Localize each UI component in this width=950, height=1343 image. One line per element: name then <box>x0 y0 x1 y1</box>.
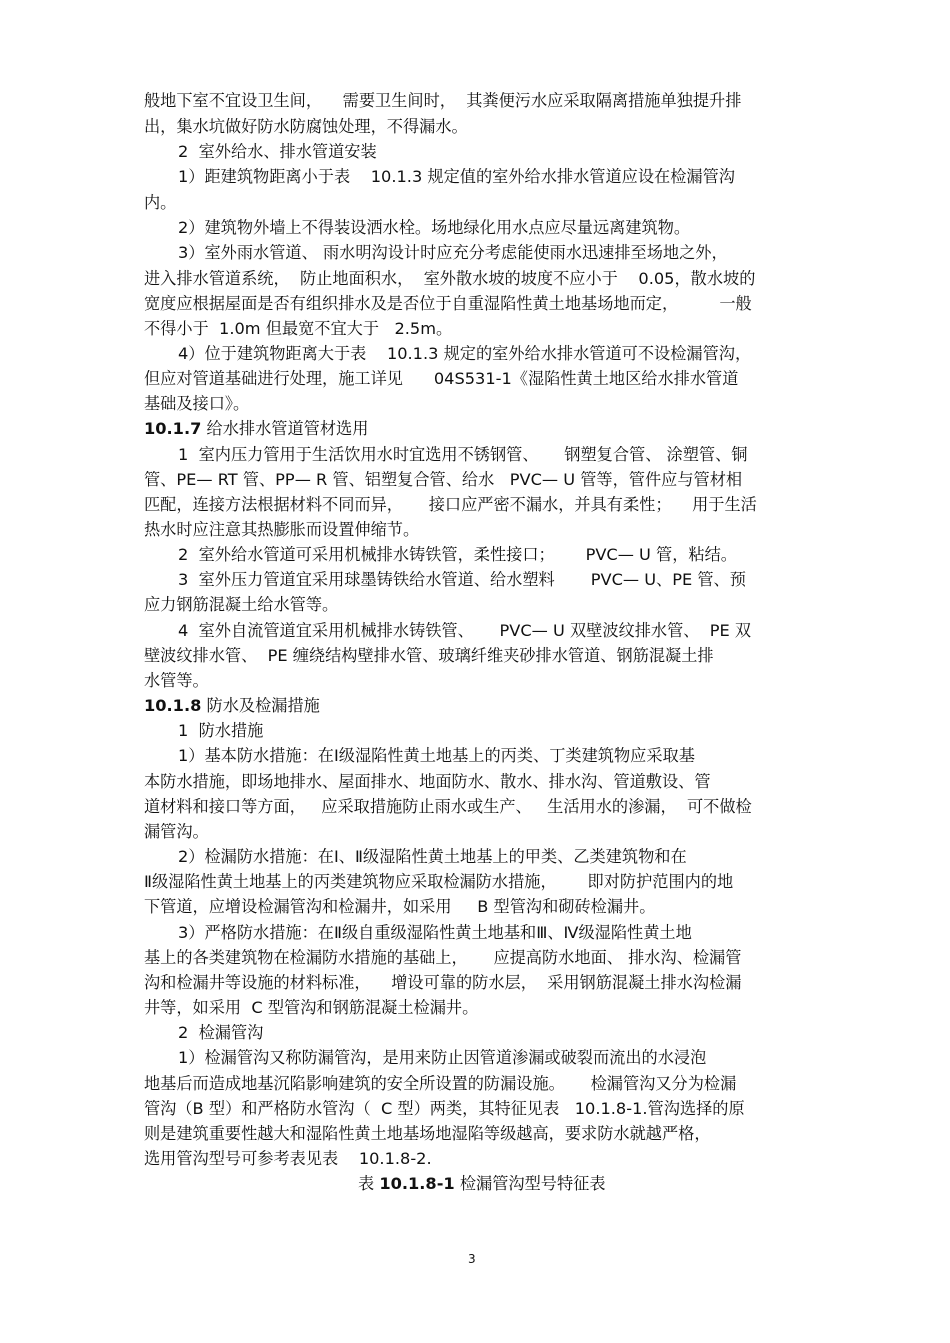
text-line: 沟和检漏井等设施的材料标准， 增设可靠的防水层， 采用钢筋混凝土排水沟检漏 <box>144 973 742 992</box>
text-line: 热水时应注意其热膨胀而设置伸缩节。 <box>144 520 420 539</box>
text-line: Ⅱ级湿陷性黄土地基上的丙类建筑物应采取检漏防水措施， 即对防护范围内的地 <box>144 872 734 891</box>
text-line: 般地下室不宜设卫生间， 需要卫生间时， 其粪便污水应采取隔离措施单独提升排 <box>144 91 742 110</box>
text-line: 4）位于建筑物距离大于表 10.1.3 规定的室外给水排水管道可不设检漏管沟， <box>178 344 752 363</box>
text-line: 基础及接口》。 <box>144 394 250 413</box>
section-title: 给水排水管道管材选用 <box>206 419 369 438</box>
text-line: 基上的各类建筑物在检漏防水措施的基础上， 应提高防水地面、 排水沟、检漏管 <box>144 948 742 967</box>
text-line: 匹配，连接方法根据材料不同而异， 接口应严密不漏水，并具有柔性； 用于生活 <box>144 495 757 514</box>
text-line: 1）检漏管沟又称防漏管沟，是用来防止因管道渗漏或破裂而流出的水浸泡 <box>178 1048 707 1067</box>
text-line: 出，集水坑做好防水防腐蚀处理，不得漏水。 <box>144 117 468 136</box>
table-caption <box>358 1173 606 1195</box>
page-number: 3 <box>468 1252 476 1266</box>
section-number: 10.1.7 <box>144 419 202 438</box>
subsection-heading: 2 室外给水、排水管道安装 <box>178 142 377 161</box>
section-number: 10.1.8 <box>144 696 202 715</box>
text-line: 3）室外雨水管道、 雨水明沟设计时应充分考虑能使雨水迅速排至场地之外， <box>178 243 728 262</box>
text-line: 应力钢筋混凝土给水管等。 <box>144 595 339 614</box>
text-line: 内。 <box>144 193 177 212</box>
text-line: 2 室外给水管道可采用机械排水铸铁管，柔性接口； PVC— U 管，粘结。 <box>178 545 737 564</box>
text-line: 道材料和接口等方面， 应采取措施防止雨水或生产、 生活用水的渗漏， 可不做检 <box>144 797 752 816</box>
text-line: 1 室内压力管用于生活饮用水时宜选用不锈钢管、 钢塑复合管、 涂塑管、铜 <box>178 445 748 464</box>
text-line: 4 室外自流管道宜采用机械排水铸铁管、 PVC— U 双壁波纹排水管、 PE 双 <box>178 621 752 640</box>
text-line: 1）基本防水措施：在Ⅰ级湿陷性黄土地基上的丙类、丁类建筑物应采取基 <box>178 746 695 765</box>
text-line: 选用管沟型号可参考表见表 10.1.8-2. <box>144 1149 432 1168</box>
subsection-heading: 1 防水措施 <box>178 721 264 740</box>
text-line: 壁波纹排水管、 PE 缠绕结构壁排水管、玻璃纤维夹砂排水管道、钢筋混凝土排 <box>144 646 714 665</box>
text-line: 宽度应根据屋面是否有组织排水及是否位于自重湿陷性黄土地基场地而定， 一般 <box>144 294 752 313</box>
text-line: 则是建筑重要性越大和湿陷性黄土地基场地湿陷等级越高，要求防水就越严格， <box>144 1124 711 1143</box>
text-line: 管、PE— RT 管、PP— R 管、铝塑复合管、给水 PVC— U 管等，管件应与管材相 <box>144 470 743 489</box>
text-line: 井等，如采用 C 型管沟和钢筋混凝土检漏井。 <box>144 998 479 1017</box>
text-line: 但应对管道基础进行处理，施工详见 04S531-1《湿陷性黄土地区给水排水管道 <box>144 369 739 388</box>
section-heading-1018 <box>144 695 320 717</box>
text-line: 1）距建筑物距离小于表 10.1.3 规定值的室外给水排水管道应设在检漏管沟 <box>178 167 735 186</box>
subsection-heading: 2 检漏管沟 <box>178 1023 264 1042</box>
caption-number: 10.1.8-1 <box>379 1174 455 1193</box>
text-line: 3 室外压力管道宜采用球墨铸铁给水管道、给水塑料 PVC— U、PE 管、预 <box>178 570 746 589</box>
text-line: 3）严格防水措施：在Ⅱ级自重级湿陷性黄土地基和Ⅲ、Ⅳ级湿陷性黄土地 <box>178 923 692 942</box>
section-title: 防水及检漏措施 <box>206 696 320 715</box>
section-heading-1017 <box>144 418 368 440</box>
caption-prefix: 表 <box>358 1174 380 1193</box>
text-line: 本防水措施，即场地排水、屋面排水、地面防水、散水、排水沟、管道敷设、管 <box>144 772 711 791</box>
text-line: 不得小于 1.0m 但最宽不宜大于 2.5m。 <box>144 319 453 338</box>
text-line: 进入排水管道系统， 防止地面积水， 室外散水坡的坡度不应小于 0.05，散水坡的 <box>144 269 756 288</box>
caption-title: 检漏管沟型号特征表 <box>454 1174 606 1193</box>
text-line: 地基后而造成地基沉陷影响建筑的安全所设置的防漏设施。 检漏管沟又分为检漏 <box>144 1074 737 1093</box>
text-line: 下管道，应增设检漏管沟和检漏井，如采用 B 型管沟和砌砖检漏井。 <box>144 897 656 916</box>
text-line: 水管等。 <box>144 671 209 690</box>
text-line: 管沟（B 型）和严格防水管沟（ C 型）两类，其特征见表 10.1.8-1.管沟选择的原 <box>144 1099 745 1118</box>
text-line: 漏管沟。 <box>144 822 209 841</box>
text-line: 2）检漏防水措施：在Ⅰ、Ⅱ级湿陷性黄土地基上的甲类、乙类建筑物和在 <box>178 847 687 866</box>
text-line: 2）建筑物外墙上不得装设洒水栓。场地绿化用水点应尽量远离建筑物。 <box>178 218 691 237</box>
